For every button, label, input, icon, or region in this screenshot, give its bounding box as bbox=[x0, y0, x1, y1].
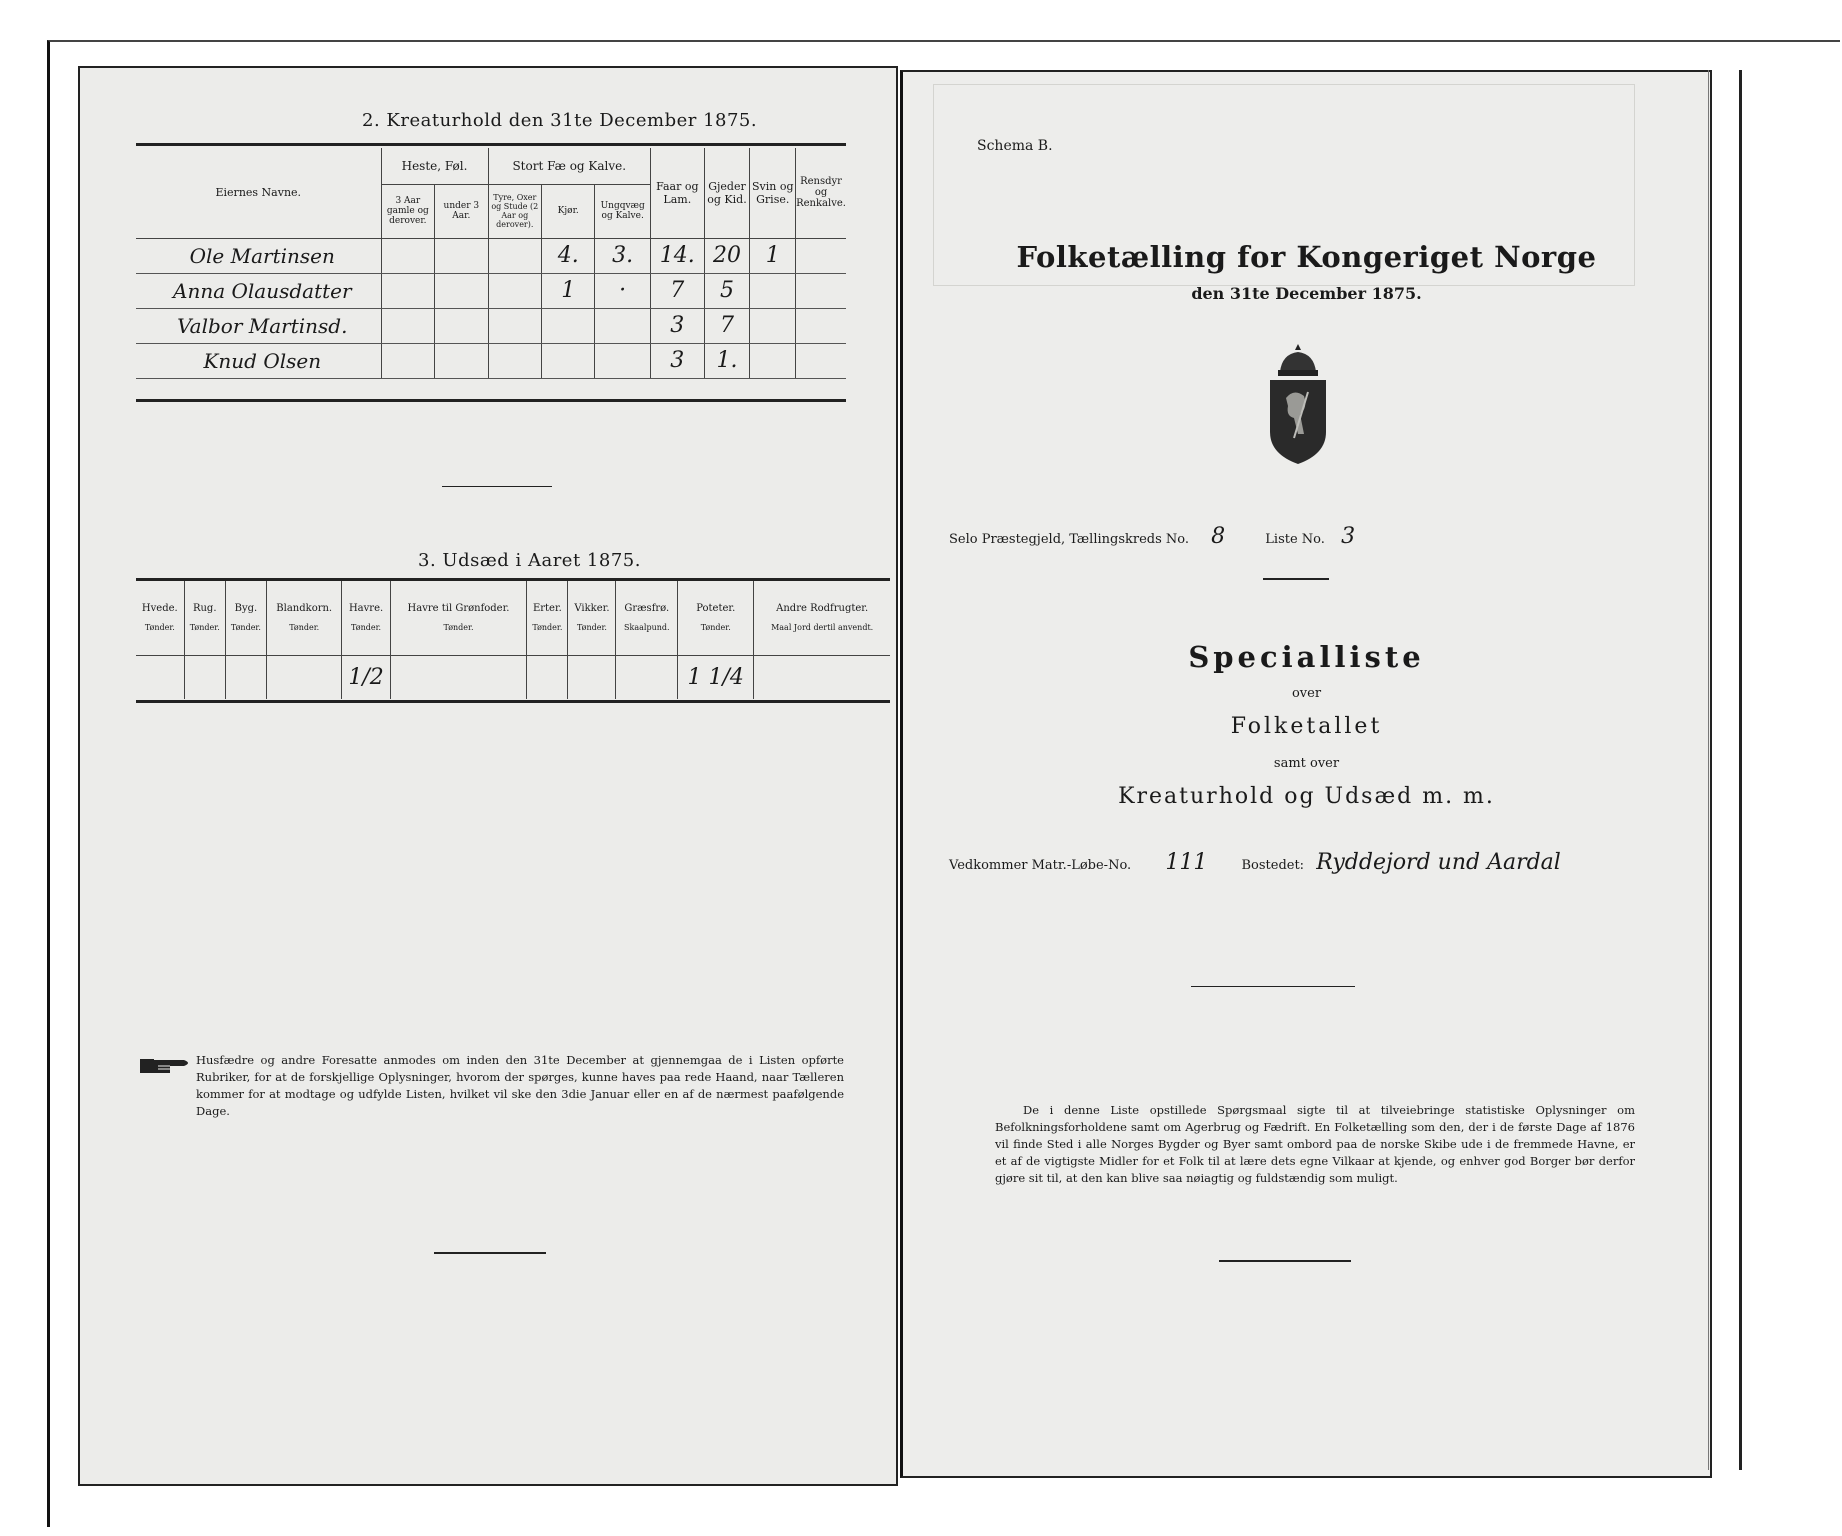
sheep-cell: 3 bbox=[651, 343, 705, 378]
divider bbox=[1191, 986, 1355, 987]
livestock-table bbox=[136, 148, 846, 379]
seed-header-name: Poteter. bbox=[696, 602, 736, 614]
seed-header bbox=[342, 581, 390, 655]
seed-header bbox=[616, 581, 678, 655]
table-row bbox=[136, 343, 846, 378]
pigs-cell: 1 bbox=[750, 238, 796, 273]
sheep-cell: 3 bbox=[651, 308, 705, 343]
header-sheep: Faar og Lam. bbox=[651, 148, 705, 238]
bulls-cell bbox=[488, 238, 542, 273]
seed-header-unit: Tønder. bbox=[700, 622, 731, 632]
prestegjeld-label: Selo Præstegjeld, Tællingskreds No. bbox=[949, 532, 1190, 547]
seed-header-unit: Tønder. bbox=[532, 622, 563, 632]
seed-header-name: Andre Rodfrugter. bbox=[776, 602, 869, 614]
seed-header-name: Havre til Grønfoder. bbox=[407, 602, 510, 614]
pigs-cell bbox=[750, 308, 796, 343]
seed-header-name: Erter. bbox=[532, 602, 562, 614]
header-horses-old: 3 Aar gamle og derover. bbox=[381, 184, 435, 238]
prestegjeld-line bbox=[949, 524, 1355, 549]
horses-old-cell bbox=[381, 238, 435, 273]
seed-header-unit: Tønder. bbox=[289, 622, 320, 632]
seed-bottom-rule bbox=[136, 700, 890, 703]
bulls-cell bbox=[488, 343, 542, 378]
cows-cell: 4. bbox=[542, 238, 595, 273]
pigs-cell bbox=[750, 343, 796, 378]
seed-value-cell bbox=[568, 655, 616, 699]
cows-cell bbox=[542, 343, 595, 378]
seed-value-cell bbox=[136, 655, 184, 699]
table-bottom-rule bbox=[136, 399, 846, 402]
seed-header-unit: Skaalpund. bbox=[624, 622, 670, 632]
header-young-cattle: Ungqvæg og Kalve. bbox=[595, 184, 651, 238]
seed-header bbox=[390, 581, 527, 655]
seed-header-unit: Tønder. bbox=[144, 622, 175, 632]
horses-old-cell bbox=[381, 308, 435, 343]
seed-header-unit: Tønder. bbox=[351, 622, 382, 632]
seed-value-cell bbox=[527, 655, 568, 699]
young-cattle-cell: 3. bbox=[595, 238, 651, 273]
pigs-cell bbox=[750, 273, 796, 308]
goats-cell: 1. bbox=[704, 343, 750, 378]
reindeer-cell bbox=[796, 238, 846, 273]
seed-value-cell bbox=[225, 655, 266, 699]
header-horses: Heste, Føl. bbox=[381, 148, 488, 184]
reindeer-cell bbox=[796, 343, 846, 378]
header-pigs: Svin og Grise. bbox=[750, 148, 796, 238]
sheep-cell: 14. bbox=[651, 238, 705, 273]
left-page bbox=[78, 66, 898, 1486]
header-horses-young: under 3 Aar. bbox=[435, 184, 488, 238]
reindeer-cell bbox=[796, 308, 846, 343]
bottom-divider bbox=[434, 1252, 546, 1254]
matr-label: Vedkommer Matr.-Løbe-No. bbox=[949, 858, 1132, 873]
seed-header bbox=[267, 581, 342, 655]
seed-header-name: Vikker. bbox=[574, 602, 610, 614]
seed-header bbox=[527, 581, 568, 655]
bulls-cell bbox=[488, 273, 542, 308]
seed-header bbox=[754, 581, 890, 655]
folketallet-heading: Folketallet bbox=[1230, 714, 1383, 739]
right-page bbox=[900, 70, 1712, 1478]
header-bulls: Tyre, Oxer og Stude (2 Aar og derover). bbox=[488, 184, 542, 238]
seed-header-name: Havre. bbox=[348, 602, 384, 614]
seed-header-unit: Tønder. bbox=[576, 622, 607, 632]
goats-cell: 7 bbox=[704, 308, 750, 343]
cows-cell: 1 bbox=[542, 273, 595, 308]
divider bbox=[1263, 578, 1329, 580]
footer-explanation: De i denne Liste opstillede Spørgsmaal sigte til at tilveiebringe statistiske Oplysninger om Befolkningsforholdene samt om Agerbrug og Fædrift. En Folketælling som den, der i de første Dage af 1876 vil finde Sted i alle Norges Bygder og Byer samt ombord paa de norske Skibe ude i de fremmede Havne, er et af de vigtigste Midler for et Folk til at lære dets egne Vilkaar at kjende, og enhver god Borger bør derfor gjøre sit til, at den kan blive saa nøiagtig og fuldstændig som muligt. bbox=[995, 1103, 1635, 1185]
page-edge bbox=[1708, 70, 1742, 1470]
divider bbox=[442, 486, 552, 487]
owner-name: Knud Olsen bbox=[136, 343, 381, 378]
seed-value-cell bbox=[184, 655, 225, 699]
seed-value-cell bbox=[267, 655, 342, 699]
owner-name: Ole Martinsen bbox=[136, 238, 381, 273]
seed-header-unit: Maal Jord dertil anvendt. bbox=[771, 622, 874, 632]
seed-header-name: Blandkorn. bbox=[276, 602, 333, 614]
seed-header-unit: Tønder. bbox=[189, 622, 220, 632]
seed-value-cell bbox=[616, 655, 678, 699]
instruction-note: Husfædre og andre Foresatte anmodes om inden den 31te December at gjennemgaa de i Listen opførte Rubriker, for at de forskjellige Oplysninger, hvorom der spørges, kunne haves paa rede Haand, naar Tælleren kommer for at modtage og udfylde Listen, hvilket vil ske den 3die Januar eller en af de nærmest paafølgende Dage. bbox=[196, 1053, 844, 1118]
horses-young-cell bbox=[435, 308, 488, 343]
liste-label: Liste No. bbox=[1265, 532, 1325, 547]
liste-number: 3 bbox=[1341, 524, 1356, 549]
seed-header-unit: Tønder. bbox=[230, 622, 261, 632]
owner-name: Valbor Martinsd. bbox=[136, 308, 381, 343]
header-cattle: Stort Fæ og Kalve. bbox=[488, 148, 651, 184]
seed-table bbox=[136, 581, 890, 699]
seed-header-name: Græsfrø. bbox=[624, 602, 670, 614]
bulls-cell bbox=[488, 308, 542, 343]
specialliste-heading: Specialliste bbox=[1188, 640, 1425, 674]
seed-header-name: Byg. bbox=[234, 602, 258, 614]
reindeer-cell bbox=[796, 273, 846, 308]
young-cattle-cell: · bbox=[595, 273, 651, 308]
bottom-divider bbox=[1219, 1260, 1351, 1262]
owner-name: Anna Olausdatter bbox=[136, 273, 381, 308]
header-reindeer: Rensdyr og Renkalve. bbox=[796, 148, 846, 238]
seed-value-cell: 1/2 bbox=[342, 655, 390, 699]
samt-over-text: samt over bbox=[1273, 756, 1340, 771]
pointing-hand-icon bbox=[140, 1055, 196, 1077]
horses-young-cell bbox=[435, 238, 488, 273]
table-row bbox=[136, 238, 846, 273]
header-owner: Eiernes Navne. bbox=[136, 148, 381, 238]
kreds-number: 8 bbox=[1211, 524, 1226, 549]
table-top-rule bbox=[136, 143, 846, 146]
schema-label: Schema B. bbox=[977, 138, 1053, 154]
horses-young-cell bbox=[435, 273, 488, 308]
census-date: den 31te December 1875. bbox=[1191, 284, 1422, 303]
section-3-title: 3. Udsæd i Aaret 1875. bbox=[418, 550, 641, 571]
cows-cell bbox=[542, 308, 595, 343]
norwegian-coat-of-arms-emblem bbox=[1264, 342, 1332, 466]
over-text: over bbox=[1291, 686, 1322, 701]
sheep-cell: 7 bbox=[651, 273, 705, 308]
table-row bbox=[136, 308, 846, 343]
horses-young-cell bbox=[435, 343, 488, 378]
seed-header-unit: Tønder. bbox=[443, 622, 474, 632]
seed-value-cell: 1 1/4 bbox=[678, 655, 754, 699]
census-title: Folketælling for Kongeriget Norge bbox=[1016, 240, 1597, 274]
horses-old-cell bbox=[381, 273, 435, 308]
matr-line bbox=[949, 850, 1561, 875]
seed-header bbox=[568, 581, 616, 655]
bosted-value: Ryddejord und Aardal bbox=[1316, 850, 1561, 875]
table-row bbox=[136, 273, 846, 308]
goats-cell: 20 bbox=[704, 238, 750, 273]
seed-header bbox=[225, 581, 266, 655]
bosted-label: Bostedet: bbox=[1241, 858, 1305, 873]
young-cattle-cell bbox=[595, 308, 651, 343]
matr-number: 111 bbox=[1165, 850, 1208, 875]
seed-value-cell bbox=[754, 655, 890, 699]
header-cows: Kjør. bbox=[542, 184, 595, 238]
young-cattle-cell bbox=[595, 343, 651, 378]
seed-header bbox=[184, 581, 225, 655]
seed-header-name: Rug. bbox=[192, 602, 217, 614]
horses-old-cell bbox=[381, 343, 435, 378]
seed-header-name: Hvede. bbox=[141, 602, 178, 614]
seed-header bbox=[678, 581, 754, 655]
section-2-title: 2. Kreaturhold den 31te December 1875. bbox=[362, 110, 758, 131]
goats-cell: 5 bbox=[704, 273, 750, 308]
kreaturhold-heading: Kreaturhold og Udsæd m. m. bbox=[1118, 784, 1495, 809]
seed-value-cell bbox=[390, 655, 527, 699]
header-goats: Gjeder og Kid. bbox=[704, 148, 750, 238]
seed-header bbox=[136, 581, 184, 655]
